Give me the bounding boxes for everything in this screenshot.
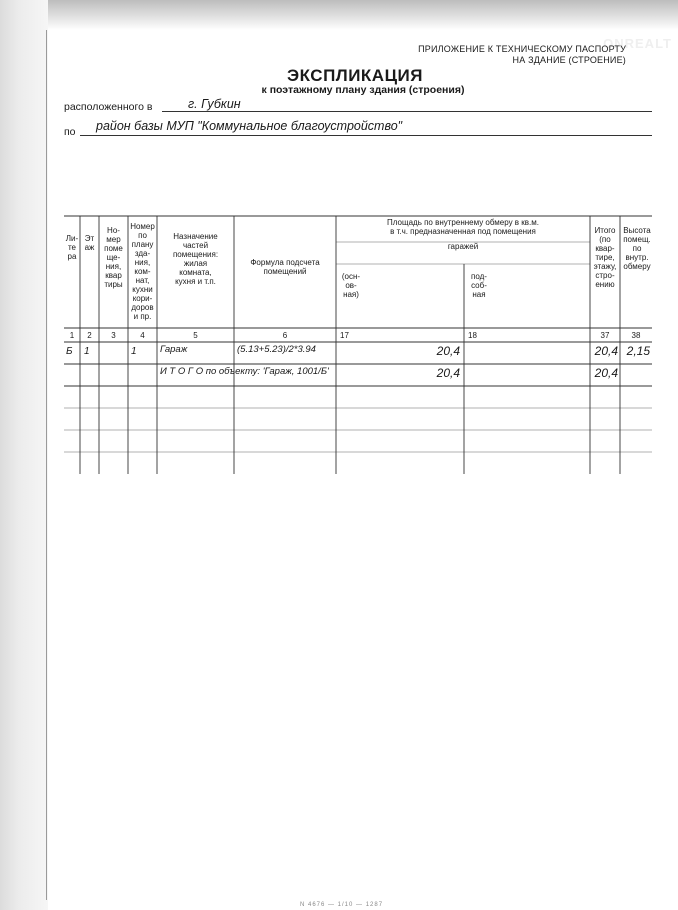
header-formula: Формула подсчета помещений — [250, 258, 320, 276]
address-underline — [80, 135, 652, 136]
footer-print-code: N 4676 — 1/10 — 1287 — [300, 902, 384, 908]
col-number: 18 — [468, 331, 477, 340]
row-height: 2,15 — [626, 344, 650, 358]
col-number: 5 — [193, 331, 198, 340]
row-total: 20,4 — [594, 344, 618, 358]
appendix-line-2: НА ЗДАНИЕ (СТРОЕНИЕ) — [512, 55, 626, 65]
col-number: 2 — [87, 331, 92, 340]
header-plan-no: Номер по плану зда- ния, ком- нат, кухни кори- доров и пр. — [130, 222, 155, 321]
scan-top-shadow — [0, 0, 678, 30]
header-area-group: Площадь по внутреннему обмеру в кв.м. в т.ч. предназначенная под помещения — [387, 218, 539, 236]
col-number: 38 — [631, 331, 641, 340]
scan-left-shadow — [0, 0, 48, 910]
appendix-line-1: ПРИЛОЖЕНИЕ К ТЕХНИЧЕСКОМУ ПАСПОРТУ — [418, 44, 626, 54]
col-number: 37 — [600, 331, 610, 340]
location-label: расположенного в — [64, 101, 153, 113]
header-area-subgroup: гаражей — [447, 242, 479, 251]
row-litera: Б — [66, 346, 73, 357]
col-number: 3 — [111, 331, 116, 340]
header-height: Высота помещ. по внутр. обмеру — [623, 226, 651, 271]
row-purpose: Гараж — [160, 344, 188, 355]
col-number: 6 — [282, 331, 288, 340]
col-number: 1 — [69, 331, 75, 340]
page-edge — [46, 30, 47, 900]
row-plan-no: 1 — [131, 346, 137, 357]
header-floor: Эт аж — [84, 234, 95, 252]
address-label: по — [64, 126, 76, 138]
row-formula: (5.13+5.23)/2*3.94 — [237, 344, 316, 355]
location-value: г. Губкин — [188, 97, 241, 111]
document-title: ЭКСПЛИКАЦИЯ — [287, 66, 423, 85]
col-number: 4 — [140, 331, 145, 340]
header-main-area: (осн- ов- ная) — [341, 272, 361, 299]
total-row-label: И Т О Г О по объекту: 'Гараж, 1001/Б' — [160, 366, 329, 377]
row-floor: 1 — [84, 346, 90, 357]
total-row-main-area: 20,4 — [436, 366, 460, 380]
row-main-area: 20,4 — [436, 344, 460, 358]
header-litera: Ли- те ра — [65, 234, 79, 261]
address-value: район базы МУП "Коммунальное благоустройство" — [96, 119, 403, 133]
document-subtitle: к поэтажному плану здания (строения) — [261, 84, 465, 96]
header-purpose: Назначение частей помещения: жилая комната, кухня и т.п. — [172, 232, 219, 286]
col-number: 17 — [340, 331, 349, 340]
header-room-no: Но- мер поме ще- ния, квар тиры — [104, 226, 123, 289]
location-underline — [162, 111, 652, 112]
appendix-note — [418, 44, 626, 66]
header-aux-area: под- соб- ная — [471, 272, 487, 299]
total-row-total: 20,4 — [594, 366, 618, 380]
watermark: ONREALT — [603, 36, 672, 51]
header-total: Итого (по квар- тире, этажу, стро- ению — [593, 226, 617, 289]
